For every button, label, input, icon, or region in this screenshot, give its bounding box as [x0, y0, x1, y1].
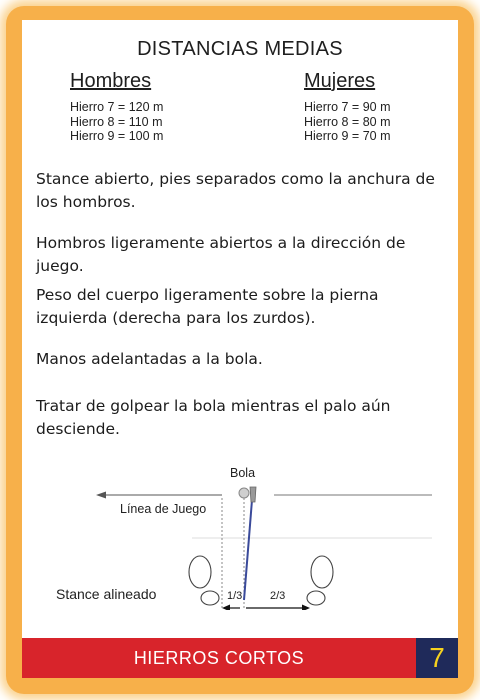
list-item: Hierro 7 = 120 m	[70, 100, 164, 114]
section-title: HIERROS CORTOS	[133, 648, 305, 668]
section-footer	[22, 638, 458, 678]
arrow-right-icon	[302, 605, 310, 611]
paragraph-hands: Manos adelantadas a la bola.	[36, 350, 263, 368]
women-heading: Mujeres	[304, 70, 376, 92]
women-distance-list	[304, 100, 391, 144]
page-title: DISTANCIAS MEDIAS	[137, 38, 343, 60]
list-item: Hierro 8 = 110 m	[70, 114, 163, 129]
paragraph-shoulders: Hombros ligeramente abiertos a la dirección de juego.	[36, 234, 406, 275]
paragraph-stance: Stance abierto, pies separados como la anchura de los hombros.	[36, 170, 435, 211]
card	[22, 20, 458, 678]
paragraph-weight: Peso del cuerpo ligeramente sobre la pierna izquierda (derecha para los zurdos).	[36, 286, 379, 327]
stance-diagram	[22, 460, 458, 610]
men-distance-list	[70, 100, 163, 144]
list-item: Hierro 9 = 100 m	[70, 129, 164, 143]
men-heading: Hombres	[70, 70, 152, 92]
stance-label: Stance alineado	[56, 586, 157, 602]
fraction-left-label: 1/3	[227, 590, 243, 602]
club-head-icon	[250, 487, 256, 502]
page-number: 7	[416, 638, 458, 678]
list-item: Hierro 9 = 70 m	[304, 129, 391, 143]
list-item: Hierro 7 = 90 m	[304, 100, 391, 114]
list-item: Hierro 8 = 80 m	[304, 114, 391, 129]
ball-icon	[239, 488, 249, 498]
club-shaft	[244, 500, 252, 600]
arrow-left-icon	[222, 605, 230, 611]
right-footprint-icon	[307, 556, 333, 605]
line-of-play-label: Línea de Juego	[120, 502, 207, 516]
paragraph-strike: Tratar de golpear la bola mientras el palo aún desciende.	[36, 397, 391, 438]
left-footprint-icon	[189, 556, 219, 605]
arrow-left-icon	[96, 492, 106, 499]
ball-label: Bola	[230, 466, 256, 480]
fraction-right-label: 2/3	[270, 590, 286, 602]
